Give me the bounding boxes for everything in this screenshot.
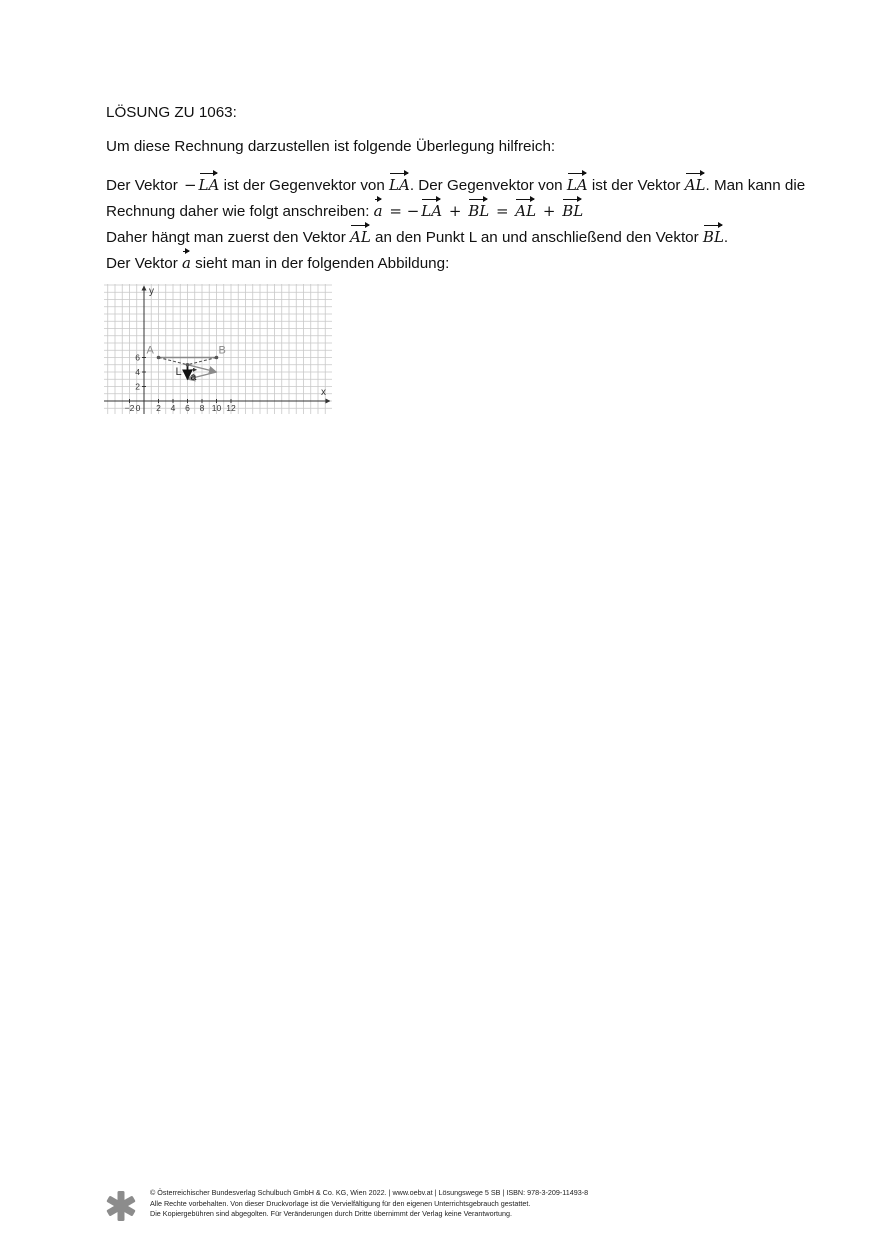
text: sieht man in der folgenden Abbildung: [190, 255, 450, 272]
text: . [723, 229, 729, 246]
y-axis-label: y [149, 286, 154, 297]
text: Daher hängt man zuerst den Vektor [106, 229, 350, 246]
vector-al: AL [515, 197, 536, 222]
x-tick-label: 6 [185, 403, 190, 413]
vector-la: LA [567, 171, 588, 196]
plus-sign: + [444, 202, 467, 220]
copyright-line: © Österreichischer Bundesverlag Schulbuch GmbH & Co. KG, Wien 2022. | www.oebv.at | Lösungswege 5 SB | ISBN: 978-3-209-11493-8 [150, 1188, 589, 1197]
equals-minus: = − [384, 202, 420, 220]
vector-la: LA [389, 171, 410, 196]
fees-line: Die Kopiergebühren sind abgegolten. Für Veränderungen durch Dritte übernimmt der Verlag keine Verantwortung. [150, 1209, 512, 1218]
intro-text: Um diese Rechnung darzustellen ist folgende Überlegung hilfreich: [106, 138, 556, 155]
paragraph-equation [106, 197, 806, 223]
x-tick-label: 12 [226, 403, 236, 413]
paragraph-construction [106, 223, 806, 249]
equals-sign: = [491, 202, 514, 220]
text: Der Vektor [106, 177, 182, 194]
point-label-b: B [218, 344, 226, 357]
y-tick-label: 2 [135, 381, 140, 392]
paragraph-gegenvektor [106, 171, 806, 197]
vector-al: AL [685, 171, 706, 196]
publisher-logo-icon [106, 1190, 136, 1222]
footer [106, 1188, 806, 1224]
vector-bl: BL [468, 197, 489, 222]
vector-label-a: a [190, 370, 197, 383]
vector-a: a [374, 197, 383, 222]
y-tick-label: 6 [135, 352, 140, 363]
text: an den Punkt L an und anschließend den Vektor [370, 229, 703, 246]
text: Der Vektor [106, 255, 182, 272]
x-tick-label: 10 [211, 403, 222, 413]
y-tick-label: 4 [135, 367, 140, 377]
vector-bl: BL [562, 197, 583, 222]
x-tick-label: 0 [135, 403, 141, 413]
text: ist der Vektor [587, 177, 685, 194]
vector-a: a [182, 249, 191, 274]
rights-line: Alle Rechte vorbehalten. Von dieser Druckvorlage ist die Vervielfältigung für den eigenen Unterrichtsgebrauch gestattet. [150, 1198, 531, 1208]
plus-sign: + [538, 202, 561, 220]
x-tick-label: 4 [170, 403, 176, 413]
text: Rechnung daher wie folgt anschreiben: [106, 203, 374, 220]
x-tick-label: −2 [124, 403, 135, 413]
vector-la: LA [421, 197, 442, 222]
solution-title: LÖSUNG ZU 1063: [106, 104, 237, 121]
text: ist der Gegenvektor von [219, 177, 390, 194]
text: . Der Gegenvektor von [409, 177, 567, 194]
point-a [157, 356, 161, 360]
point-l [186, 363, 190, 367]
vector-al: AL [350, 223, 371, 248]
paragraph-figure-ref [106, 249, 806, 275]
solution-content [106, 102, 806, 275]
vector-diagram [102, 282, 334, 416]
text: . Man kann die [705, 177, 806, 194]
x-axis-label: x [321, 387, 326, 398]
vector-bl: BL [703, 223, 724, 248]
vector-la: LA [199, 171, 220, 196]
copyright-text [150, 1188, 588, 1220]
vector-diagram-svg [102, 282, 334, 416]
x-tick-label: 2 [156, 403, 161, 413]
x-tick-label: 8 [199, 403, 205, 413]
minus-sign: − [183, 176, 197, 194]
point-label-l: L [175, 365, 182, 378]
point-label-a: A [146, 344, 154, 357]
